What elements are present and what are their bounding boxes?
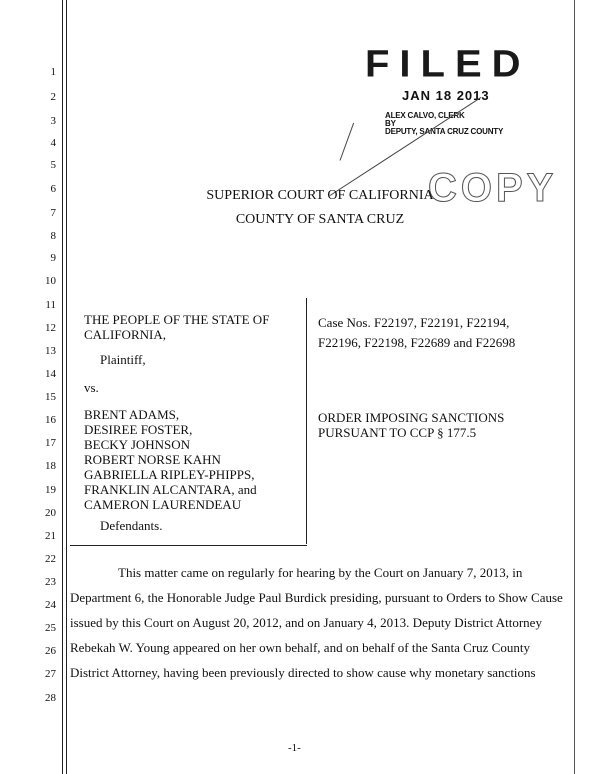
caption-defendants-label: Defendants. [100,518,163,533]
line-number: 24 [45,599,56,611]
line-number: 11 [45,299,56,311]
line-number: 15 [45,391,56,403]
line-number: 22 [45,553,56,565]
line-number: 1 [50,66,56,78]
defendant-name: BRENT ADAMS, [84,407,180,422]
filed-stamp-clerk: ALEX CALVO, CLERK [385,111,465,120]
caption-people-line1: THE PEOPLE OF THE STATE OF [84,312,270,327]
body-line: Department 6, the Honorable Judge Paul Burdick presiding, pursuant to Orders to Show Cause [70,590,563,605]
line-number: 23 [45,576,56,588]
order-title-line1: ORDER IMPOSING SANCTIONS [318,410,505,425]
line-number: 16 [45,414,56,426]
copy-stamp: COPY [428,166,558,210]
right-margin-rule [574,0,575,774]
line-number: 12 [45,322,56,334]
line-number: 28 [45,692,56,704]
defendant-name: CAMERON LAURENDEAU [84,497,242,512]
line-number: 18 [45,460,56,472]
caption-plaintiff: Plaintiff, [100,352,146,367]
body-line: Rebekah W. Young appeared on her own behalf, and on behalf of the Santa Cruz County [70,640,530,655]
line-number: 25 [45,622,56,634]
left-margin-rule-inner [66,0,67,774]
line-number: 27 [45,668,56,680]
body-line: This matter came on regularly for hearing by the Court on January 7, 2013, in [118,565,523,580]
line-number: 5 [50,159,56,171]
order-title-line2: PURSUANT TO CCP § 177.5 [318,425,477,440]
line-number: 19 [45,484,56,496]
line-number: 20 [45,507,56,519]
line-number: 13 [45,345,56,357]
line-number: 4 [50,137,56,149]
page-number: -1- [288,742,301,754]
left-margin-rule-outer [62,0,63,774]
body-line: District Attorney, having been previously directed to show cause why monetary sanctions [70,665,536,680]
defendant-name: DESIREE FOSTER, [84,422,193,437]
line-number: 9 [50,252,56,264]
defendant-name: FRANKLIN ALCANTARA, and [84,482,257,497]
defendant-name: GABRIELLA RIPLEY-PHIPPS, [84,467,255,482]
line-number: 21 [45,530,56,542]
defendant-name: ROBERT NORSE KAHN [84,452,221,467]
filed-stamp-by: BY [385,119,396,128]
court-name: SUPERIOR COURT OF CALIFORNIA [206,188,434,203]
line-number: 7 [50,207,56,219]
filed-stamp-date: JAN 18 2013 [402,88,490,103]
defendant-name: BECKY JOHNSON [84,437,191,452]
caption-divider [306,298,307,544]
caption-vs: vs. [84,380,99,395]
caption-people-line2: CALIFORNIA, [84,327,166,342]
line-number: 8 [50,230,56,242]
line-number: 10 [45,275,56,287]
case-numbers-line2: F22196, F22198, F22689 and F22698 [318,335,516,350]
signature-stroke [340,123,355,161]
line-number: 14 [45,368,56,380]
line-number: 26 [45,645,56,657]
caption-bottom-rule [70,545,307,546]
case-numbers-line1: Case Nos. F22197, F22191, F22194, [318,315,510,330]
court-county: COUNTY OF SANTA CRUZ [235,212,405,227]
body-line: issued by this Court on August 20, 2012, and on January 4, 2013. Deputy District Attorney [70,615,542,630]
line-number: 17 [45,437,56,449]
line-number: 3 [50,115,56,127]
line-number: 2 [50,91,56,103]
line-number: 6 [50,183,56,195]
filed-stamp-word: FILED [365,43,531,85]
filed-stamp-deputy: DEPUTY, SANTA CRUZ COUNTY [385,127,504,136]
